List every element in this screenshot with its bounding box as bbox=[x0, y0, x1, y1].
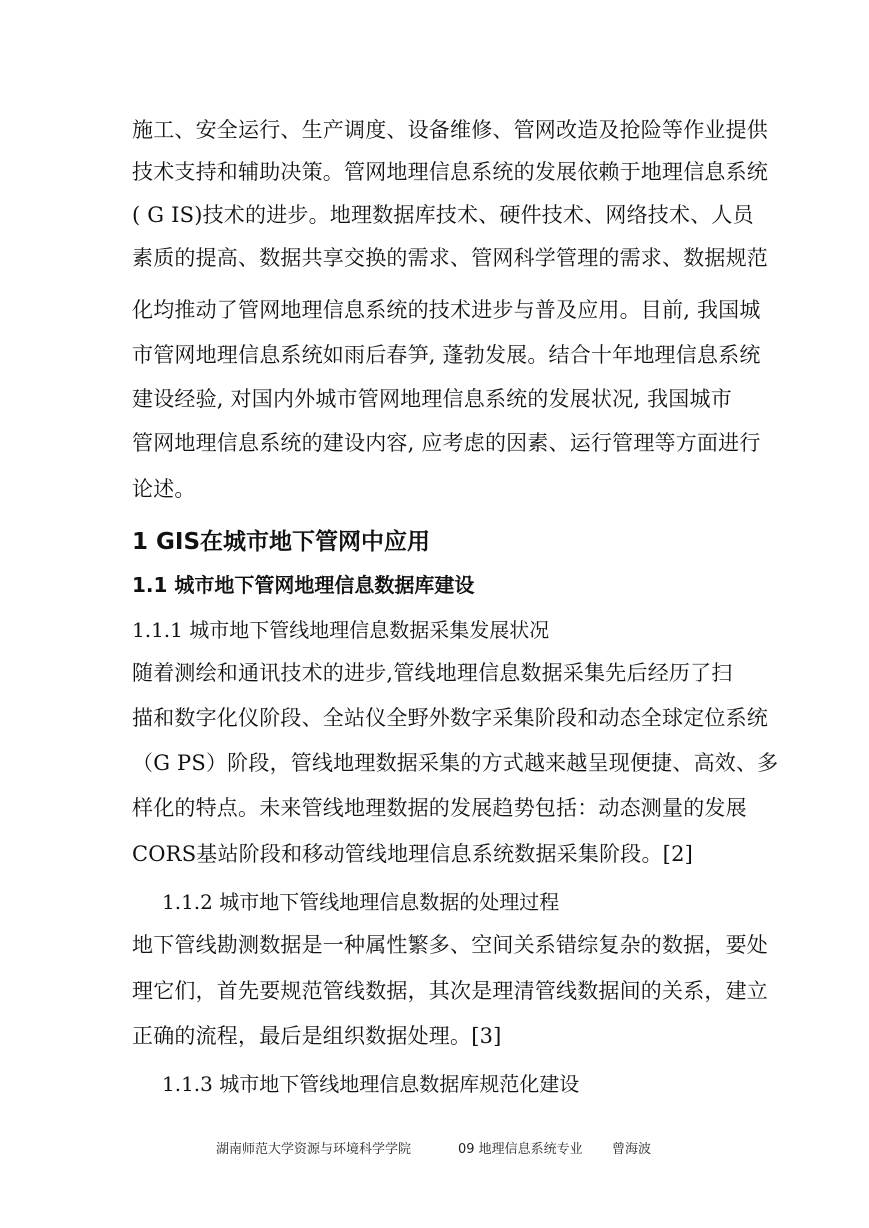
paragraph-line: 地下管线勘测数据是一种属性繁多、空间关系错综复杂的数据，要处 bbox=[132, 933, 768, 957]
paragraph-line: 正确的流程，最后是组织数据处理。[3] bbox=[132, 1024, 502, 1048]
section-heading-1: 1 GIS在城市地下管网中应用 bbox=[132, 529, 431, 555]
footer-major: 09 地理信息系统专业 bbox=[458, 1142, 583, 1157]
intro-line: ( G IS)技术的进步。地理数据库技术、硬件技术、网络技术、人员 bbox=[132, 203, 754, 227]
intro-line: 建设经验, 对国内外城市管网地理信息系统的发展状况, 我国城市 bbox=[132, 387, 732, 411]
paragraph-line: 描和数字化仪阶段、全站仪全野外数字采集阶段和动态全球定位系统 bbox=[132, 706, 768, 730]
intro-line: 技术支持和辅助决策。管网地理信息系统的发展依赖于地理信息系统 bbox=[132, 160, 768, 184]
section-heading-1-1-3: 1.1.3 城市地下管线地理信息数据库规范化建设 bbox=[162, 1072, 580, 1096]
intro-line: 施工、安全运行、生产调度、设备维修、管网改造及抢险等作业提供 bbox=[132, 118, 768, 142]
footer-author: 曾海波 bbox=[612, 1142, 652, 1157]
section-heading-1-1-1: 1.1.1 城市地下管线地理信息数据采集发展状况 bbox=[132, 618, 550, 642]
section-heading-1-1-2: 1.1.2 城市地下管线地理信息数据的处理过程 bbox=[162, 890, 560, 914]
paragraph-line: 样化的特点。未来管线地理数据的发展趋势包括：动态测量的发展 bbox=[132, 796, 747, 820]
paragraph-line: 随着测绘和通讯技术的进步,管线地理信息数据采集先后经历了扫 bbox=[132, 661, 733, 685]
footer-school: 湖南师范大学资源与环境科学学院 bbox=[216, 1142, 412, 1157]
intro-line: 化均推动了管网地理信息系统的技术进步与普及应用。目前, 我国城 bbox=[132, 298, 761, 322]
intro-line: 论述。 bbox=[132, 477, 196, 501]
intro-line: 市管网地理信息系统如雨后春笋, 蓬勃发展。结合十年地理信息系统 bbox=[132, 343, 761, 367]
paragraph-line: CORS基站阶段和移动管线地理信息系统数据采集阶段。[2] bbox=[132, 842, 694, 866]
section-heading-1-1: 1.1 城市地下管网地理信息数据库建设 bbox=[132, 573, 475, 597]
paragraph-line: （G PS）阶段，管线地理数据采集的方式越来越呈现便捷、高效、多 bbox=[132, 751, 779, 775]
intro-line: 管网地理信息系统的建设内容, 应考虑的因素、运行管理等方面进行 bbox=[132, 431, 761, 455]
paragraph-line: 理它们，首先要规范管线数据，其次是理清管线数据间的关系，建立 bbox=[132, 979, 768, 1003]
intro-line: 素质的提高、数据共享交换的需求、管网科学管理的需求、数据规范 bbox=[132, 246, 768, 270]
